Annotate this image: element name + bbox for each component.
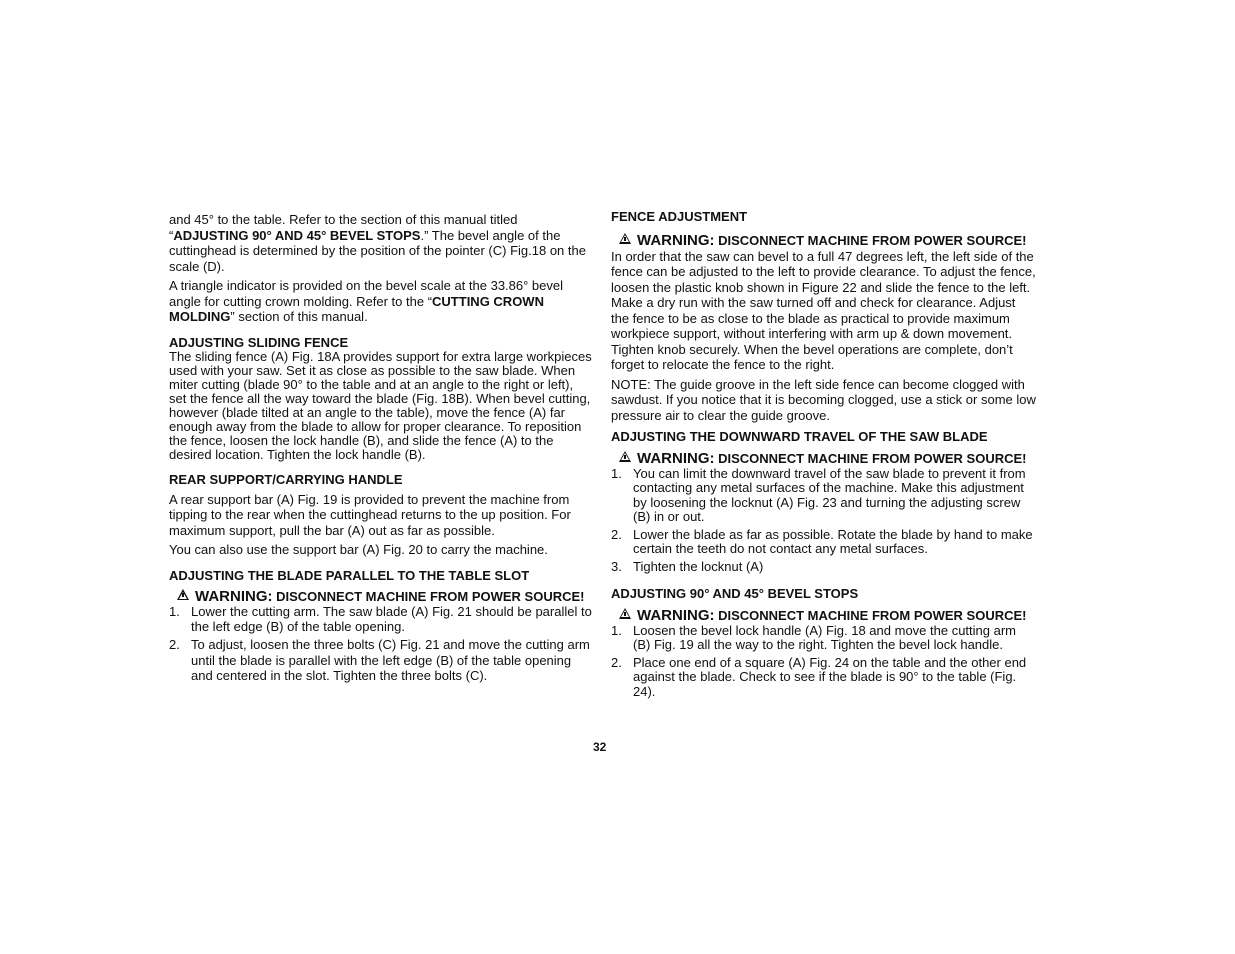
intro-paragraph-2: A triangle indicator is provided on the bevel scale at the 33.86° bevel angle for cutting crown molding. Refer to the “CUTTING CROWN MOLDING” section of this manual. — [169, 278, 564, 324]
list-item: 1. You can limit the downward travel of the saw blade to prevent it from contacting any metal surfaces of the machine. Make this adjustment by loosening the locknut (A) Fig. 23 and turning the adjusting screw (B) in or out. — [611, 465, 1026, 524]
list-item: 2. To adjust, loosen the three bolts (C) Fig. 21 and move the cutting arm until the blade is parallel with the left edge (B) of the table opening and centered in the slot. Tighten the three bolts (C). — [169, 637, 590, 683]
intro-paragraph-1: and 45° to the table. Refer to the section of this manual titled “ADJUSTING 90° AND 45° BEVEL STOPS.” The bevel angle of the cuttinghead is determined by the position of the pointer (C) Fig.18 on the scale (D). — [169, 212, 586, 274]
page-number: 32 — [593, 740, 607, 754]
warning-triangle-icon — [619, 451, 631, 462]
rear-support-heading: REAR SUPPORT/CARRYING HANDLE — [169, 472, 403, 487]
blade-parallel-warning: WARNING: DISCONNECT MACHINE FROM POWER SOURCE! — [169, 589, 594, 604]
downward-travel-warning: WARNING: DISCONNECT MACHINE FROM POWER SOURCE! — [611, 451, 1036, 466]
list-item: 2. Lower the blade as far as possible. Rotate the blade by hand to make certain the teeth do not contact any metal surfaces. — [611, 526, 1033, 556]
list-item: 1. Loosen the bevel lock handle (A) Fig. 18 and move the cutting arm (B) Fig. 19 all the way to the right. Tighten the bevel lock handle. — [611, 622, 1016, 652]
bevel-stops-steps — [611, 624, 1036, 700]
warning-triangle-icon — [177, 589, 189, 600]
fence-note: NOTE: The guide groove in the left side fence can become clogged with sawdust. If you notice that it is becoming clogged, use a stick or some low pressure air to clear the guide groove. — [611, 376, 1036, 423]
fence-warning: WARNING: DISCONNECT MACHINE FROM POWER SOURCE! — [611, 233, 1036, 248]
blade-parallel-steps — [169, 605, 594, 684]
fence-adjustment-heading: FENCE ADJUSTMENT — [611, 209, 748, 224]
list-item: 2. Place one end of a square (A) Fig. 24 on the table and the other end against the blade. Check to see if the blade is 90° to the table (Fig. 24). — [611, 654, 1027, 699]
right-column — [611, 209, 1036, 702]
downward-travel-steps — [611, 467, 1036, 575]
list-item: 1. Lower the cutting arm. The saw blade (A) Fig. 21 should be parallel to the left edge (B) of the table opening. — [169, 604, 592, 634]
left-column — [169, 212, 594, 687]
list-item: 3. Tighten the locknut (A) — [611, 558, 764, 574]
rear-support-paragraph-1: A rear support bar (A) Fig. 19 is provided to prevent the machine from tipping to the rear when the cuttinghead returns to the up position. For maximum support, pull the bar (A) out as far as possible. — [169, 491, 571, 538]
crown-molding-reference: CUTTING CROWN MOLDING — [169, 293, 544, 324]
downward-travel-heading: ADJUSTING THE DOWNWARD TRAVEL OF THE SAW BLADE — [611, 429, 988, 444]
blade-parallel-heading: ADJUSTING THE BLADE PARALLEL TO THE TABLE SLOT — [169, 567, 530, 583]
warning-triangle-icon — [619, 233, 631, 244]
bevel-stops-warning: WARNING: DISCONNECT MACHINE FROM POWER SOURCE! — [611, 608, 1036, 623]
warning-triangle-icon — [619, 608, 631, 619]
fence-paragraph: In order that the saw can bevel to a full 47 degrees left, the left side of the fence can be adjusted to the left to provide clearance. To adjust the fence, loosen the plastic knob shown in Figure 22 and slide the fence to the left. Make a dry run with the saw turned off and check for clearance. Adjust the fence to be as close to the blade as practical to provide maximum workpiece support, without interfering with arm up & down movement. Tighten knob securely. When the bevel operations are complete, don’t forget to relocate the fence to the right. — [611, 248, 1036, 372]
bevel-stops-heading: ADJUSTING 90° AND 45° BEVEL STOPS — [611, 586, 859, 601]
rear-support-paragraph-2: You can also use the support bar (A) Fig. 20 to carry the machine. — [169, 542, 548, 557]
bevel-stops-reference: ADJUSTING 90° AND 45° BEVEL STOPS — [173, 227, 421, 243]
sliding-fence-text: The sliding fence (A) Fig. 18A provides support for extra large workpieces used with your saw. Set it as close as possible to the saw blade. When miter cutting (blade 90° to the table and at an angle to the right or left), set the fence all the way toward the blade (Fig. 18B). When bevel cutting, however (blade tilted at an angle to the table), move the fence (A) far enough away from the blade to allow for proper clearance. To reposition the fence, loosen the lock handle (B), and slide the fence (A) to the desired location. Tighten the lock handle (B). — [169, 349, 592, 462]
sliding-fence-heading: ADJUSTING SLIDING FENCE — [169, 334, 349, 350]
